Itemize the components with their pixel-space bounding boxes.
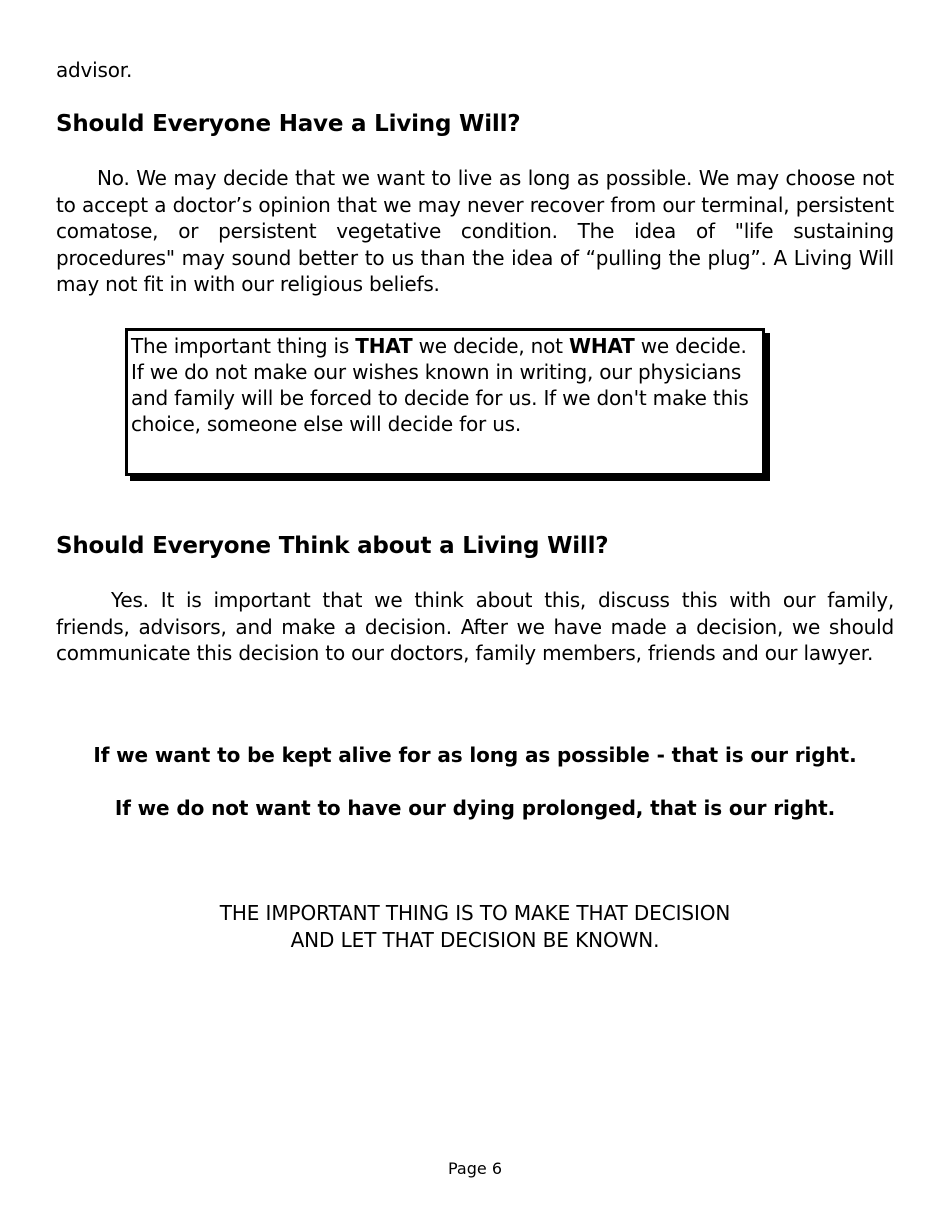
callout-emphasis-what: WHAT xyxy=(568,334,635,358)
right-statement: If we do not want to have our dying prolonged, that is our right. xyxy=(114,796,836,820)
callout-text-part: we decide. If we do not make our wishes known in writing, our physicians and family will be forced to decide for us. If we don't make this choice, someone else will decide for us. xyxy=(131,334,749,436)
section-heading-living-will: Should Everyone Have a Living Will? xyxy=(56,111,521,137)
section-heading-think-about: Should Everyone Think about a Living Will? xyxy=(56,533,609,559)
paragraph-text: No. We may decide that we want to live as long as possible. We may choose not to accept a doctor’s opinion that we may never recover from our terminal, persistent comatose, or persistent vegetative condition. The idea of "life sustaining procedures" may sound better to us than the idea of “pulling the plug”. A Living Will may not fit in with our religious beliefs. xyxy=(56,166,894,296)
right-statement: If we want to be kept alive for as long as possible - that is our right. xyxy=(93,743,857,767)
carryover-text: advisor. xyxy=(56,58,133,82)
closing-statement xyxy=(0,900,950,954)
closing-line: AND LET THAT DECISION BE KNOWN. xyxy=(290,928,660,952)
closing-line: THE IMPORTANT THING IS TO MAKE THAT DECISION xyxy=(219,901,731,925)
page-number: Page 6 xyxy=(448,1159,502,1178)
callout-text xyxy=(131,333,761,437)
callout-emphasis-that: THAT xyxy=(355,334,413,358)
paragraph-text: Yes. It is important that we think about this, discuss this with our family, friends, advisors, and make a decision. After we have made a decision, we should communicate this decision to our doctors, family members, friends and our lawyer. xyxy=(56,588,894,665)
section-paragraph-think-about xyxy=(56,587,894,667)
section-paragraph-living-will xyxy=(56,165,894,298)
callout-text-part: we decide, not xyxy=(412,334,569,358)
callout-text-part: The important thing is xyxy=(131,334,356,358)
